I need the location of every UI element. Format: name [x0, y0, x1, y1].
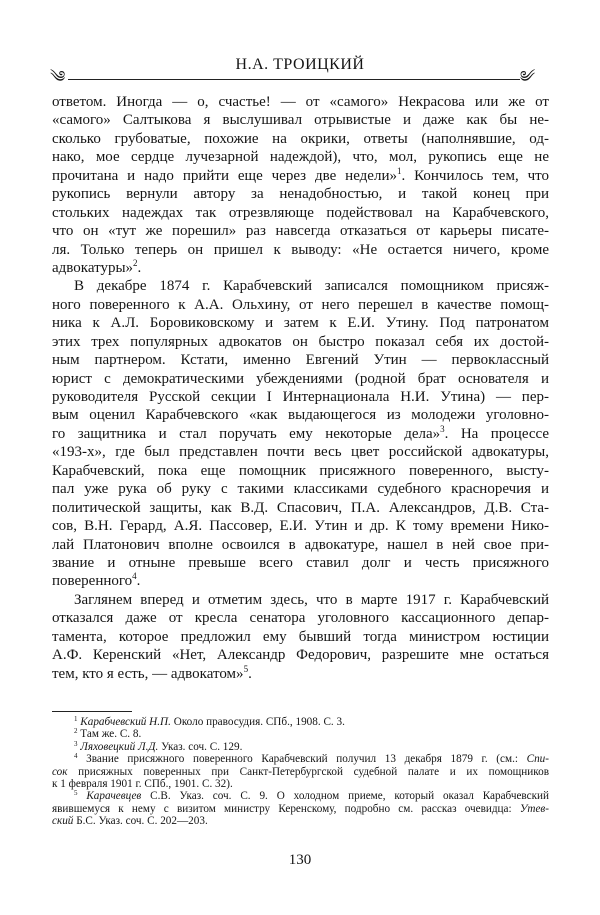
- text-run: присяжных поверенных при Санкт-Петербургской судебной палате и их помощников: [67, 765, 549, 778]
- text-run: прочитана и надо прийти еще через две недели»: [52, 167, 397, 184]
- text-run: сколько грубоватые, похожие на окрики, ответы (наполнявшие, од-: [52, 130, 549, 147]
- footnote-line: [52, 815, 549, 827]
- body-line: [52, 185, 549, 203]
- text-run: поверенного: [52, 573, 133, 590]
- body-line: [52, 388, 549, 406]
- text-run: лай Платонович вполне освоился в адвокатуре, нашел в ней свое при-: [52, 536, 549, 553]
- text-run: рукопись вернули автору за ненадобностью, и такой конец при: [52, 186, 549, 203]
- text-run: ника к А.Л. Боровиковскому и затем к Е.И. Утину. Под патронатом: [52, 315, 549, 332]
- header-ornament-right-icon: ༄: [520, 69, 536, 86]
- text-run: . На процессе: [444, 425, 550, 442]
- footnote-marker: 2: [133, 257, 138, 268]
- footnote-marker: 5: [74, 789, 78, 798]
- body-line: [52, 259, 549, 277]
- body-line: [52, 406, 549, 424]
- italic-text: сок: [52, 765, 68, 778]
- italic-text: Карабчевский Н.П.: [80, 716, 171, 728]
- footnote-rule: [52, 711, 132, 712]
- text-run: .: [248, 665, 252, 682]
- footnote-marker: 1: [396, 165, 402, 176]
- header-rule: [68, 79, 520, 80]
- body-line: [52, 536, 549, 554]
- body-line: [52, 646, 549, 664]
- body-line: [52, 572, 549, 590]
- footnote-marker: 5: [243, 663, 249, 674]
- body-line: [52, 314, 549, 332]
- footnote-line: [52, 753, 549, 765]
- body-line: [52, 277, 549, 295]
- text-run: юрист с демократическими убеждениями (родной брат основателя и: [52, 370, 549, 387]
- body-line: [52, 241, 549, 259]
- text-run: «самого» Салтыкова я выслушивал отрывистые и даже как бы не-: [52, 112, 549, 129]
- body-line: [52, 130, 549, 148]
- text-run: В декабре 1874 г. Карабчевский записался помощником присяж-: [74, 278, 549, 295]
- body-line: [52, 111, 549, 129]
- footnotes: [52, 716, 549, 828]
- text-run: Б.С. Указ. соч. С. 202—203.: [73, 815, 208, 828]
- footnote-marker: 3: [74, 739, 78, 748]
- footnote-marker: 4: [74, 752, 78, 761]
- body-line: [52, 370, 549, 388]
- body-line: [52, 591, 549, 609]
- text-run: руководителя Русской секции I Интернационала Н.И. Утина) — пер-: [52, 389, 549, 405]
- footnote-line: [52, 741, 549, 753]
- italic-text: Спи-: [526, 753, 549, 766]
- body-line: [52, 443, 549, 461]
- body-line: [52, 204, 549, 222]
- text-run: Там же. С. 8.: [77, 728, 142, 741]
- body-line: [52, 499, 549, 517]
- text-run: . Кончилось тем, что: [401, 167, 549, 184]
- text-run: го защитника и стал поручать ему некоторые дела»: [52, 425, 441, 442]
- italic-text: Утев-: [519, 802, 549, 815]
- footnote-marker: 1: [74, 715, 78, 723]
- text-run: ным партнером. Кстати, именно Евгений Утин — первоклассный: [52, 352, 549, 369]
- header-ornament-left-icon: ༄: [50, 69, 66, 86]
- italic-text: Карачевцев: [86, 790, 142, 803]
- text-run: А.Ф. Керенский «Нет, Александр Федорович, разрешите мне остаться: [52, 647, 549, 664]
- footnote-line: [52, 716, 549, 728]
- text-run: тем, кто я есть, — адвокатом»: [52, 665, 244, 682]
- text-run: ля. Только теперь он пришел к выводу: «Не остается ничего, кроме: [52, 241, 549, 258]
- text-run: сов, В.Н. Герард, А.Я. Пассовер, Е.И. Утин и др. К тому времени Нико-: [52, 518, 549, 535]
- body-line: [52, 167, 549, 185]
- text-run: что он «тут же порешил» раз навсегда отказаться от карьеры писате-: [52, 223, 549, 240]
- text-run: этих трех популярных адвокатов он быстро показал себя их достой-: [52, 333, 549, 350]
- text-run: звание и отныне превыше всего ставил долг и честь присяжного: [52, 554, 549, 571]
- body-line: [52, 148, 549, 166]
- text-run: .: [137, 259, 142, 276]
- text-run: тамента, которое предложил ему бывший тогда министром юстиции: [52, 628, 549, 645]
- body-line: [52, 628, 549, 646]
- footnote-line: [52, 778, 549, 790]
- body-line: [52, 333, 549, 351]
- footnote-line: [52, 803, 549, 815]
- body-line: [52, 351, 549, 369]
- text-run: С.В. Указ. соч. С. 9. О холодном приеме, который оказал Карабчевский: [141, 790, 550, 803]
- text-run: адвокатуры»: [52, 259, 134, 276]
- body-line: [52, 425, 549, 443]
- text-run: «193-х», где был представлен почти весь цвет российской адвокатуры,: [52, 444, 549, 461]
- body-text: [52, 93, 549, 683]
- text-run: нако, мое сердце лучезарной надеждой), что, мол, рукопись еще не: [52, 149, 549, 166]
- italic-text: ский: [52, 815, 74, 828]
- body-line: [52, 93, 549, 111]
- text-run: вым оценил Карабчевского «как выдающегося из молодежи уголовно-: [52, 407, 549, 424]
- body-line: [52, 296, 549, 314]
- body-line: [52, 665, 549, 683]
- italic-text: Ляховецкий Л.Д.: [80, 740, 159, 753]
- text-run: ного поверенного к А.А. Ольхину, от него перешел в качестве помощ-: [52, 296, 549, 313]
- text-run: явившемуся к нему с визитом министру Керенскому, подробно см. рассказ очевидца:: [52, 802, 520, 815]
- text-run: ответом. Иногда — о, счастье! — от «самого» Некрасова или же от: [52, 94, 549, 110]
- body-line: [52, 222, 549, 240]
- body-line: [52, 462, 549, 480]
- footnote-marker: 4: [132, 571, 137, 582]
- running-header: Н.А. ТРОИЦКИЙ: [235, 56, 365, 73]
- text-run: Около правосудия. СПб., 1908. С. 3.: [170, 716, 345, 728]
- text-run: пал уже рука об руку с такими классиками судебного красноречия и: [52, 481, 549, 498]
- text-run: Карабчевский, пока еще помощник присяжного поверенного, высту-: [52, 462, 549, 479]
- body-line: [52, 480, 549, 498]
- footnote-marker: 3: [440, 423, 445, 434]
- text-run: Заглянем вперед и отметим здесь, что в марте 1917 г. Карабчевский: [74, 591, 549, 608]
- text-run: Указ. соч. С. 129.: [158, 740, 243, 753]
- footnote-line: [52, 728, 549, 740]
- text-run: .: [136, 573, 141, 590]
- body-line: [52, 517, 549, 535]
- body-line: [52, 554, 549, 572]
- text-run: Звание присяжного поверенного Карабчевский получил 13 декабря 1879 г. (см.:: [77, 753, 527, 766]
- footnote-marker: 2: [74, 727, 78, 736]
- page-number: 130: [288, 852, 312, 868]
- text-run: к 1 февраля 1901 г. СПб., 1901. С. 32).: [52, 777, 233, 790]
- text-run: отказался даже от кресла сенатора уголовного кассационного депар-: [52, 610, 549, 627]
- body-line: [52, 609, 549, 627]
- footnote-line: [52, 766, 549, 778]
- text-run: политической защиты, как В.Д. Спасович, П.А. Александров, Д.В. Ста-: [52, 499, 549, 516]
- footnote-line: [52, 790, 549, 802]
- text-run: стольких надеждах так отрезвляюще подействовал на Карабчевского,: [52, 204, 549, 221]
